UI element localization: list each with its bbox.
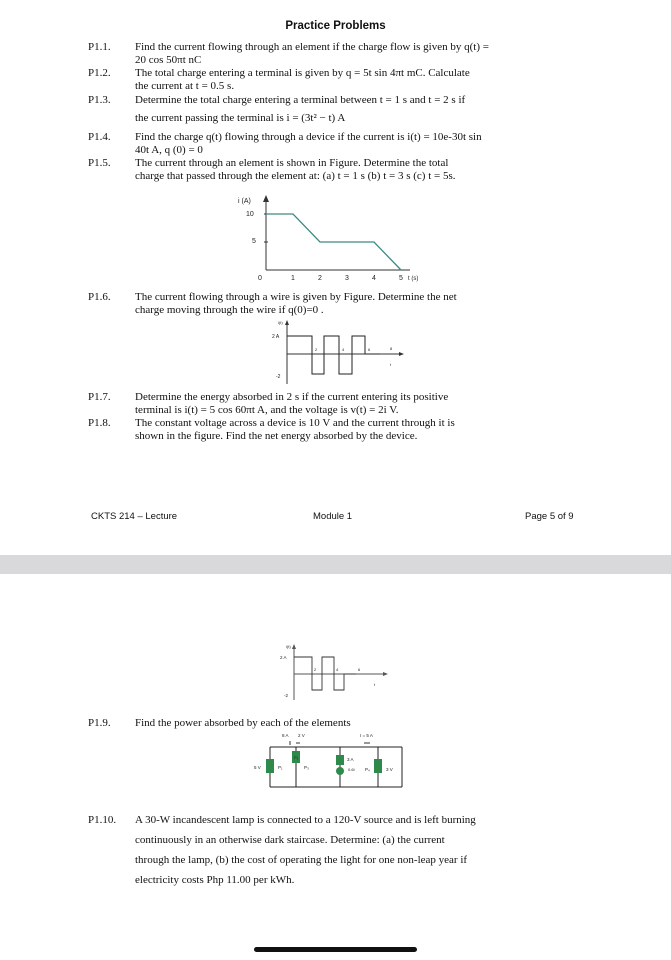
- figure-p1-6-square-wave: [262, 318, 412, 386]
- problem-p1-10: P1.10. A 30-W incandescent lamp is connected to a 120-V source and is left burning continuously in an otherwise dark staircase. Determine: (a) the current through the lamp, (b) the cost of operating the light for one non-leap year if electricity costs Php 11.00 per kWh.: [88, 814, 476, 886]
- svg-text:P₃: P₃: [304, 765, 309, 770]
- problem-p1-9: P1.9. Find the power absorbed by each of the elements: [88, 717, 351, 729]
- svg-text:t: t: [390, 362, 392, 367]
- figure-p1-9-circuit: [252, 731, 420, 795]
- svg-text:2 A: 2 A: [280, 655, 287, 660]
- svg-text:4: 4: [342, 347, 345, 352]
- element-p4: [374, 759, 382, 773]
- problem-p1-4: P1.4. Find the charge q(t) flowing through a device if the current is i(t) = 10e-30t sin 40t A, q (0) = 0: [88, 131, 482, 156]
- svg-text:2 A: 2 A: [272, 334, 280, 340]
- svg-text:P₄: P₄: [365, 767, 370, 772]
- x-tick-3: 3: [345, 275, 349, 282]
- svg-text:6: 6: [368, 347, 371, 352]
- svg-text:4: 4: [336, 667, 339, 672]
- x-tick-2: 2: [318, 275, 322, 282]
- home-indicator[interactable]: [254, 947, 417, 952]
- svg-text:P₁: P₁: [278, 765, 283, 770]
- x-tick-4: 4: [372, 275, 376, 282]
- dependent-source: [336, 767, 344, 775]
- svg-text:3 A: 3 A: [347, 757, 354, 762]
- problem-p1-3: P1.3. Determine the total charge entering a terminal between t = 1 s and t = 2 s if the current passing the terminal is i = (3t² − t) A: [88, 94, 466, 124]
- y-tick-5: 5: [252, 238, 256, 245]
- problem-p1-2: P1.2. The total charge entering a terminal is given by q = 5t sin 4πt mC. Calculate the current at t = 0.5 s.: [88, 67, 470, 92]
- current-waveform: [266, 214, 401, 270]
- footer-page-number: Page 5 of 9: [525, 511, 574, 522]
- problem-p1-6: P1.6. The current flowing through a wire is given by Figure. Determine the net charge moving through the wire if q(0)=0 .: [88, 291, 457, 316]
- x-tick-0: 0: [258, 275, 262, 282]
- problem-p1-1: P1.1. Find the current flowing through an element if the charge flow is given by q(t) = 20 cos 50πt nC: [88, 41, 489, 66]
- svg-text:5 V: 5 V: [254, 765, 261, 770]
- page-title: Practice Problems: [285, 20, 386, 32]
- x-axis-label: t (s): [408, 276, 419, 282]
- svg-text:i(t): i(t): [278, 320, 283, 325]
- square-waveform: [287, 336, 380, 374]
- svg-text:2: 2: [314, 667, 317, 672]
- y-tick-10: 10: [246, 211, 254, 218]
- figure-faint-square-wave: [274, 642, 394, 702]
- svg-text:P₂: P₂: [294, 755, 299, 760]
- problem-p1-8: P1.8. The constant voltage across a device is 10 V and the current through it is shown in the figure. Find the net energy absorbed by the device.: [88, 417, 455, 442]
- svg-text:-2: -2: [284, 693, 289, 698]
- svg-text:2 V: 2 V: [298, 733, 305, 738]
- y-axis-label: i (A): [238, 198, 251, 205]
- document-page-2: [0, 574, 671, 960]
- svg-text:i(t): i(t): [286, 644, 291, 649]
- x-tick-1: 1: [291, 275, 295, 282]
- svg-text:6: 6: [358, 667, 361, 672]
- x-tick-5: 5: [399, 275, 403, 282]
- problem-p1-7: P1.7. Determine the energy absorbed in 2 s if the current entering its positive terminal is i(t) = 5 cos 60πt A, and the voltage is v(t) = 2i V.: [88, 391, 449, 416]
- svg-text:I = 5 A: I = 5 A: [360, 733, 373, 738]
- svg-text:3 V: 3 V: [386, 767, 393, 772]
- element-p1: [266, 759, 274, 773]
- figure-p1-5-current-graph: [230, 192, 420, 284]
- footer-course: CKTS 214 – Lecture: [91, 511, 178, 522]
- svg-text:8 A: 8 A: [282, 733, 289, 738]
- svg-text:8: 8: [390, 346, 393, 351]
- problem-p1-5: P1.5. The current through an element is shown in Figure. Determine the total charge that passed through the element at: (a) t = 1 s (b) t = 3 s (c) t = 5s.: [88, 157, 456, 182]
- footer-module: Module 1: [313, 511, 353, 522]
- svg-text:t: t: [374, 682, 376, 687]
- svg-text:2: 2: [315, 347, 318, 352]
- svg-text:0.6I: 0.6I: [348, 767, 355, 772]
- svg-text:-2: -2: [276, 374, 281, 380]
